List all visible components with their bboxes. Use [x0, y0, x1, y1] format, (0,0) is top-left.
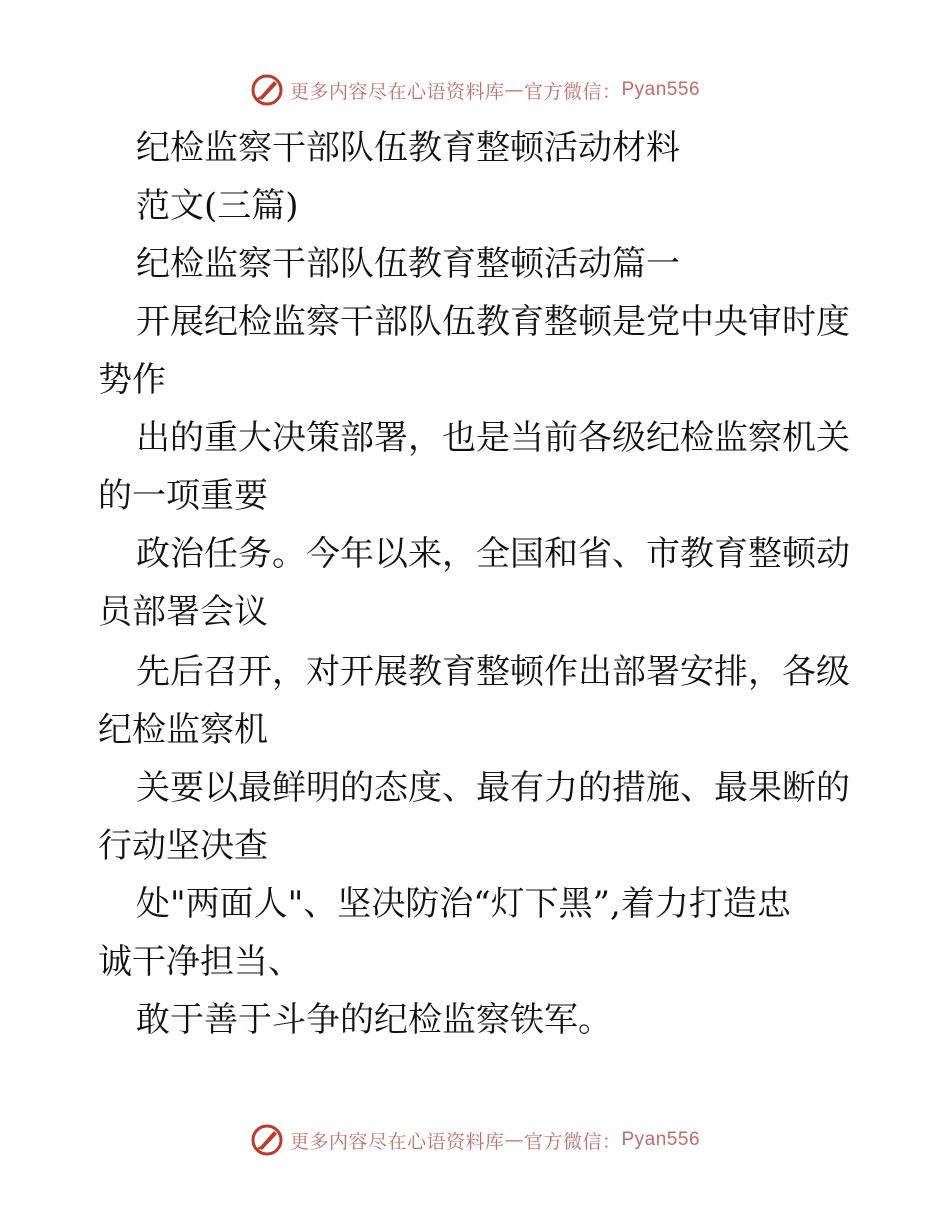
watermark-header	[0, 70, 950, 110]
watermark-wechat-label: 官方微信：	[523, 80, 622, 103]
paragraph-line: 出的重大决策部署，也是当前各级纪检监察机关	[136, 418, 850, 458]
paragraph-line: 员部署会议	[98, 592, 268, 632]
paragraph-line: 先后召开，对开展教育整顿作出部署安排，各级	[136, 652, 850, 692]
paragraph-line: 势作	[98, 360, 166, 400]
watermark-footer	[0, 1120, 950, 1160]
paragraph-line: 开展纪检监察干部队伍教育整顿是党中央审时度	[136, 302, 850, 342]
paragraph-line: 诚干净担当、	[98, 942, 302, 982]
watermark-wechat-label: 官方微信：	[523, 1130, 622, 1153]
paragraph-line: 关要以最鲜明的态度、最有力的措施、最果断的	[136, 768, 850, 808]
watermark-site-text: 更多内容尽在心语资料库	[289, 80, 505, 103]
watermark-separator: —	[504, 1129, 524, 1151]
quill-logo-icon	[250, 1123, 284, 1157]
paragraph-line: 纪检监察机	[98, 710, 268, 750]
watermark-site-text: 更多内容尽在心语资料库	[289, 1130, 505, 1153]
quill-logo-icon	[250, 73, 284, 107]
document-title-line-1: 纪检监察干部队伍教育整顿活动材料	[136, 128, 680, 168]
document-title-line-2: 范文(三篇)	[136, 186, 299, 226]
watermark-separator: —	[504, 79, 524, 101]
paragraph-line: 政治任务。今年以来，全国和省、市教育整顿动	[136, 534, 850, 574]
paragraph-line: 行动坚决查	[98, 826, 268, 866]
paragraph-line: 敢于善于斗争的纪检监察铁军。	[136, 1000, 612, 1040]
paragraph-line: 处"两面人"、坚决防治“灯下黑”,着力打造忠	[136, 884, 791, 924]
paragraph-line: 的一项重要	[98, 476, 268, 516]
watermark-wechat-id: Pyan556	[621, 1129, 701, 1150]
section-heading: 纪检监察干部队伍教育整顿活动篇一	[136, 244, 680, 284]
watermark-wechat-id: Pyan556	[621, 79, 701, 100]
